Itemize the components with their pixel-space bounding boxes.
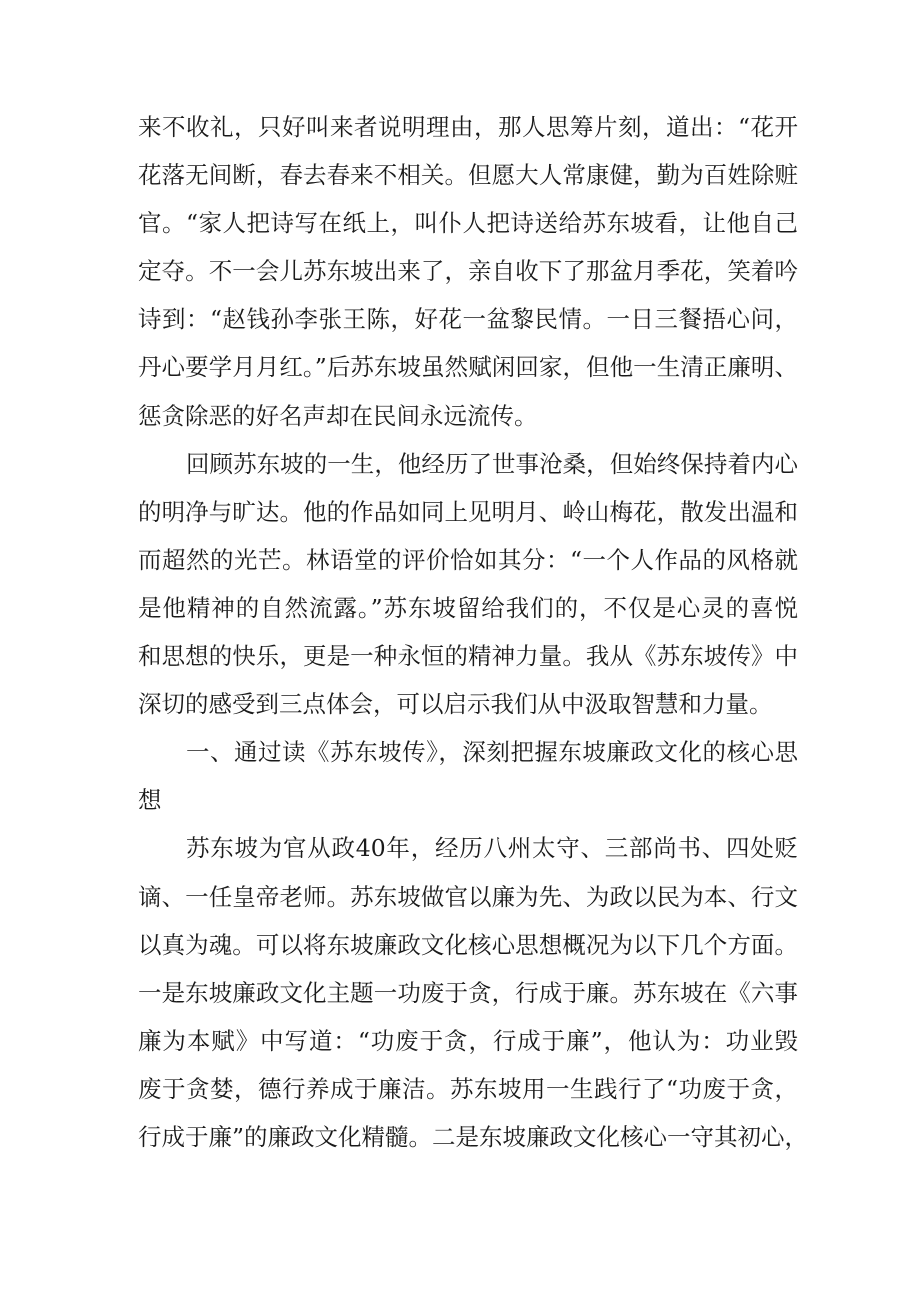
section-heading xyxy=(138,728,798,824)
text-line: 行成于廉”的廉政文化精髓。二是东坡廉政文化核心一守其初心， xyxy=(138,1122,809,1151)
text-line: 的明净与旷达。他的作品如同上见明月、岭山梅花，散发出温和 xyxy=(138,497,798,526)
text-line: 丹心要学月月红。”后苏东坡虽然赋闲回家，但他一生清正廉明、 xyxy=(138,353,798,382)
text-line: 以真为魂。可以将东坡廉政文化核心思想概况为以下几个方面。 xyxy=(138,930,798,959)
text-line: 谪、一任皇帝老师。苏东坡做官以廉为先、为政以民为本、行文 xyxy=(138,882,798,911)
heading-line: 想 xyxy=(138,786,162,815)
text-line: 废于贪婪，德行养成于廉洁。苏东坡用一生践行了“功废于贪， xyxy=(138,1074,798,1103)
text-line: 一是东坡廉政文化主题一功废于贪，行成于廉。苏东坡在《六事 xyxy=(138,978,798,1007)
text-line: 官。“家人把诗写在纸上，叫仆人把诗送给苏东坡看，让他自己 xyxy=(138,209,798,238)
heading-line: 一、通过读《苏东坡传》，深刻把握东坡廉政文化的核心思 xyxy=(186,738,798,767)
paragraph-core-ideas xyxy=(138,824,809,1161)
text-line: 来不收礼，只好叫来者说明理由，那人思筹片刻，道出：“花开 xyxy=(138,113,798,141)
text-line: 而超然的光芒。林语堂的评价恰如其分：“一个人作品的风格就 xyxy=(138,545,798,574)
text-line: 定夺。不一会儿苏东坡出来了，亲自收下了那盆月季花，笑着吟 xyxy=(138,257,798,286)
text-line: 惩贪除恶的好名声却在民间永远流传。 xyxy=(138,401,538,430)
paragraph-story-ending xyxy=(138,103,798,440)
paragraph-review xyxy=(138,440,798,729)
text-line: 廉为本赋》中写道：“功废于贪，行成于廉”，他认为：功业毁 xyxy=(138,1026,798,1055)
text-line: 和思想的快乐，更是一种永恒的精神力量。我从《苏东坡传》中 xyxy=(138,642,798,671)
text-line: 回顾苏东坡的一生，他经历了世事沧桑，但始终保持着内心 xyxy=(186,449,798,478)
text-line: 是他精神的自然流露。”苏东坡留给我们的，不仅是心灵的喜悦 xyxy=(138,593,798,622)
text-line: 诗到：“赵钱孙李张王陈，好花一盆黎民情。一日三餐捂心问， xyxy=(138,305,798,334)
text-line: 深切的感受到三点体会，可以启示我们从中汲取智慧和力量。 xyxy=(138,690,773,719)
text-line: 花落无间断，春去春来不相关。但愿大人常康健，勤为百姓除赃 xyxy=(138,161,798,190)
text-line: 苏东坡为官从政40年，经历八州太守、三部尚书、四处贬 xyxy=(186,834,798,863)
document-body xyxy=(138,103,809,1161)
